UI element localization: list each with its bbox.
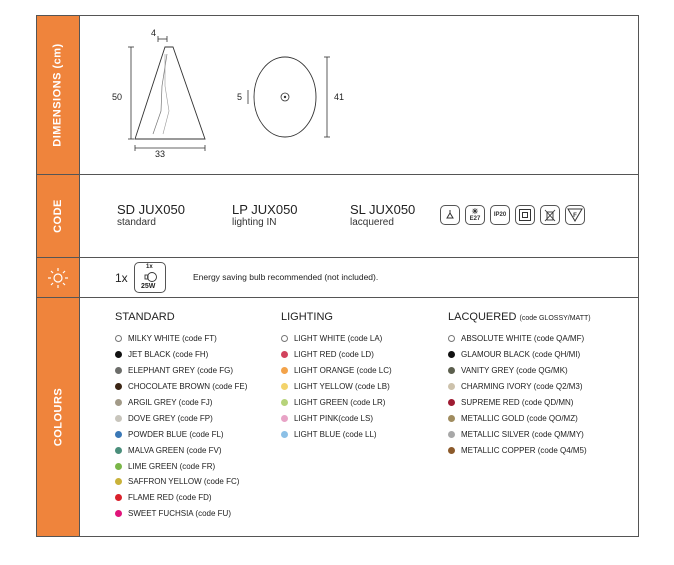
e27-bulb-icon: ☀ E27 — [465, 205, 485, 225]
colour-dot — [115, 399, 122, 406]
certification-icons — [440, 205, 608, 227]
lacquered-title — [448, 311, 623, 323]
colours-section — [37, 298, 638, 536]
canopy-left-dimension: 5 — [237, 92, 243, 102]
colour-label: LIGHT ORANGE (code LC) — [294, 366, 392, 376]
colour-swatch-item — [448, 395, 623, 411]
colour-dot — [281, 335, 288, 342]
standard-colours-column — [115, 311, 275, 522]
lacquered-title-suffix: (code GLOSSY/MATT) — [519, 315, 591, 322]
colour-label: METALLIC SILVER (code QM/MY) — [461, 429, 584, 439]
code-desc: standard — [117, 217, 156, 228]
colour-label: LIGHT WHITE (code LA) — [294, 334, 383, 344]
class-2-insulation-icon — [515, 205, 535, 225]
lacquered-title-text: LACQUERED — [448, 311, 517, 323]
bulb-wattage: 25W — [141, 283, 156, 290]
colour-dot — [115, 510, 122, 517]
weee-bin-icon — [540, 205, 560, 225]
colour-label: FLAME RED (code FD) — [128, 493, 212, 503]
colour-dot — [281, 399, 288, 406]
suspension-lamp-icon — [440, 205, 460, 225]
colour-swatch-item — [115, 490, 275, 506]
colour-swatch-item — [448, 426, 623, 442]
bulb-sidebar — [37, 258, 80, 297]
colour-label: ELEPHANT GREY (code FG) — [128, 366, 234, 376]
colour-dot — [448, 447, 455, 454]
bulb-icon — [144, 271, 158, 283]
colour-dot — [115, 335, 122, 342]
colour-label: LIGHT BLUE (code LL) — [294, 429, 377, 439]
colour-dot — [115, 383, 122, 390]
code-desc: lighting IN — [232, 217, 277, 228]
colour-dot — [115, 351, 122, 358]
colour-dot — [115, 463, 122, 470]
colour-label: ARGIL GREY (code FJ) — [128, 398, 213, 407]
colour-swatch-item — [115, 331, 275, 347]
colour-swatch-item — [448, 363, 623, 379]
colour-dot — [115, 415, 122, 422]
pendant-lamp-drawing — [105, 26, 225, 166]
colours-sidebar — [37, 298, 80, 536]
colour-label: LIGHT GREEN (code LR) — [294, 398, 386, 407]
dimensions-label: DIMENSIONS (cm) — [52, 43, 64, 147]
colour-label: LIGHT PINK(code LS) — [294, 413, 373, 423]
colour-label: DOVE GREY (code FP) — [128, 413, 213, 423]
colour-swatch-item — [115, 395, 275, 411]
colour-swatch-item — [448, 410, 623, 426]
colour-label: SUPREME RED (code QD/MN) — [461, 398, 574, 407]
colour-label: SAFFRON YELLOW (code FC) — [128, 477, 240, 487]
lacquered-colours-column — [448, 311, 623, 458]
lacquered-swatch-list — [448, 331, 623, 458]
code-desc: lacquered — [350, 217, 394, 228]
colour-swatch-item — [115, 506, 275, 522]
colour-dot — [281, 351, 288, 358]
colour-swatch-item — [281, 426, 441, 442]
colour-dot — [115, 431, 122, 438]
ip20-icon: IP20 — [490, 205, 510, 225]
colour-dot — [448, 383, 455, 390]
code-value: SL JUX050 — [350, 202, 416, 217]
colour-swatch-item — [115, 379, 275, 395]
colour-swatch-item — [281, 395, 441, 411]
code-item-lighting — [232, 202, 298, 228]
code-item-lacquered — [350, 202, 415, 228]
colours-label: COLOURS — [52, 387, 64, 447]
colour-dot — [448, 399, 455, 406]
bulb-badge-count: 1x — [146, 264, 153, 270]
colour-dot — [115, 478, 122, 485]
colour-dot — [281, 431, 288, 438]
colour-label: CHARMING IVORY (code Q2/M3) — [461, 382, 583, 392]
colour-label: METALLIC COPPER (code Q4/M5) — [461, 445, 587, 455]
colour-swatch-item — [281, 331, 441, 347]
bulb-note: Energy saving bulb recommended (not included). — [193, 272, 379, 282]
pendant-height-dimension: 50 — [112, 92, 123, 102]
colour-label: ABSOLUTE WHITE (code QA/MF) — [461, 334, 585, 344]
colour-dot — [448, 351, 455, 358]
colour-swatch-item — [281, 363, 441, 379]
colour-label: LIME GREEN (code FR) — [128, 461, 216, 471]
standard-title: STANDARD — [115, 311, 175, 323]
lighting-swatch-list — [281, 331, 441, 442]
code-section — [37, 175, 638, 258]
colour-dot — [281, 383, 288, 390]
svg-text:F: F — [573, 213, 577, 219]
canopy-diameter-dimension: 41 — [334, 92, 345, 102]
colour-swatch-item — [281, 410, 441, 426]
colour-label: POWDER BLUE (code FL) — [128, 429, 224, 439]
bulb-quantity: 1x — [115, 271, 128, 285]
code-value: SD JUX050 — [117, 202, 185, 217]
code-item-standard — [117, 202, 185, 228]
dimensions-sidebar — [37, 16, 80, 174]
colour-swatch-item — [115, 363, 275, 379]
colour-swatch-item — [115, 347, 275, 363]
colour-dot — [115, 494, 122, 501]
colour-dot — [115, 447, 122, 454]
dimensions-section — [37, 16, 638, 175]
pendant-width-dimension: 33 — [155, 149, 166, 159]
colour-dot — [281, 367, 288, 374]
product-sheet — [36, 15, 639, 537]
colour-label: JET BLACK (code FH) — [128, 350, 209, 360]
colour-dot — [281, 415, 288, 422]
colour-swatch-item — [281, 379, 441, 395]
colour-label: MALVA GREEN (code FV) — [128, 445, 222, 455]
colour-swatch-item — [115, 474, 275, 490]
colour-dot — [448, 335, 455, 342]
lighting-colours-column — [281, 311, 441, 442]
colour-label: GLAMOUR BLACK (code QH/MI) — [461, 350, 581, 360]
colour-label: SWEET FUCHSIA (code FU) — [128, 509, 231, 519]
colour-swatch-item — [448, 347, 623, 363]
colour-swatch-item — [115, 426, 275, 442]
colour-swatch-item — [115, 442, 275, 458]
colour-label: MILKY WHITE (code FT) — [128, 334, 217, 344]
pendant-top-dimension: 4 — [151, 28, 157, 38]
colour-dot — [448, 415, 455, 422]
bulb-badge — [134, 262, 166, 293]
colour-swatch-item — [448, 379, 623, 395]
code-sidebar — [37, 175, 80, 257]
colour-label: LIGHT YELLOW (code LB) — [294, 382, 390, 392]
colour-swatch-item — [115, 410, 275, 426]
colour-swatch-item — [115, 458, 275, 474]
colour-label: METALLIC GOLD (code QO/MZ) — [461, 413, 578, 423]
code-value: LP JUX050 — [232, 202, 298, 217]
standard-swatch-list — [115, 331, 275, 522]
colour-dot — [115, 367, 122, 374]
bulb-section — [37, 258, 638, 298]
colour-swatch-item — [448, 331, 623, 347]
lighting-title: LIGHTING — [281, 311, 333, 323]
colour-label: CHOCOLATE BROWN (code FE) — [128, 382, 248, 392]
colour-dot — [448, 367, 455, 374]
colour-dot — [448, 431, 455, 438]
colour-swatch-item — [448, 442, 623, 458]
sun-bulb-icon — [47, 267, 69, 289]
code-label: CODE — [52, 199, 64, 233]
f-mark-icon — [565, 205, 585, 225]
colour-swatch-item — [281, 347, 441, 363]
colour-label: LIGHT RED (code LD) — [294, 350, 374, 360]
colour-label: VANITY GREY (code QG/MK) — [461, 366, 568, 376]
